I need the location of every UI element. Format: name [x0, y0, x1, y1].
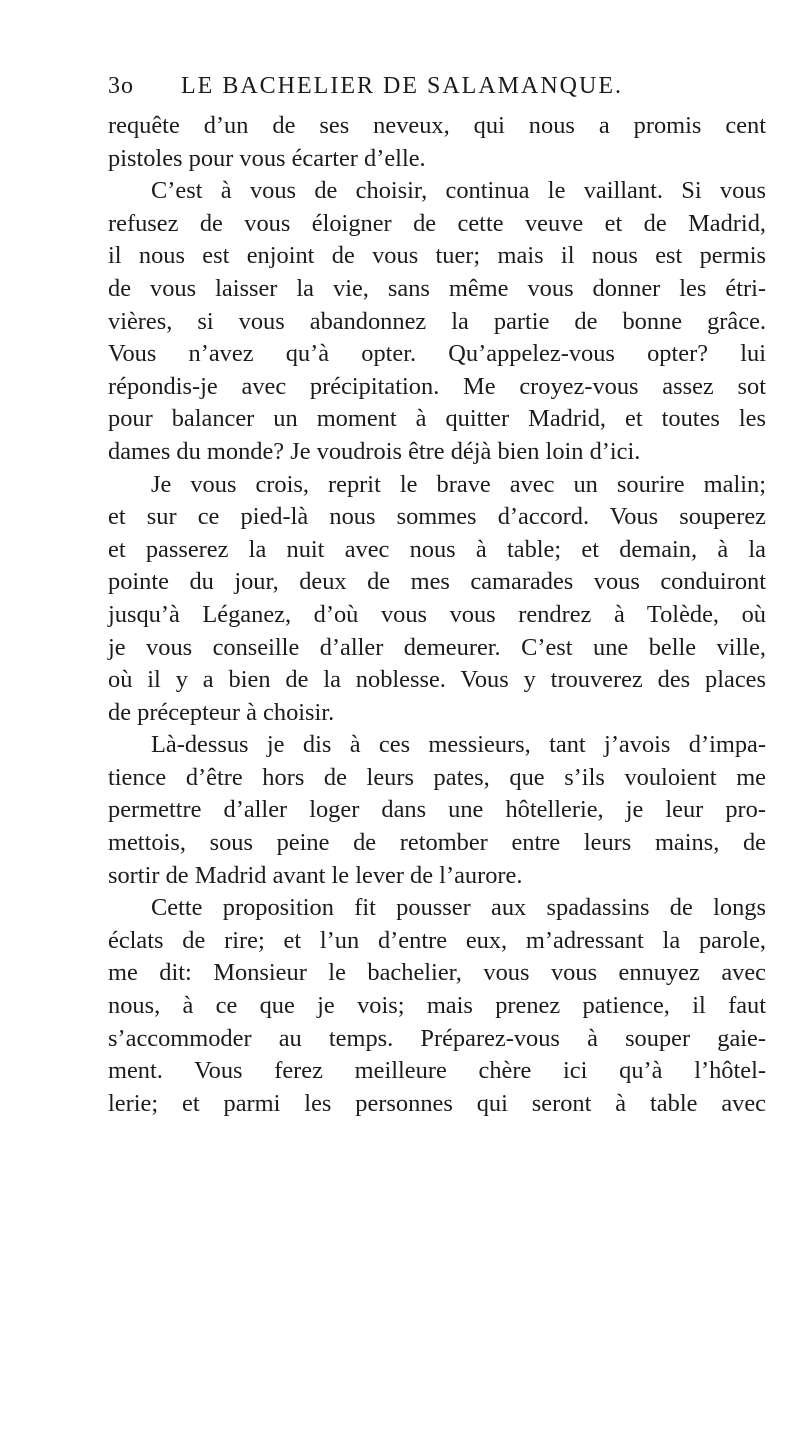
text-line: vières, si vous abandonnez la partie de bonne grâce. [108, 307, 766, 335]
text-line: de vous laisser la vie, sans même vous donner les étri- [108, 274, 766, 302]
text-line: lerie; et parmi les personnes qui seront à table avec [108, 1089, 766, 1117]
text-line: dames du monde? Je voudrois être déjà bien loin d’ici. [108, 437, 641, 465]
text-line: il nous est enjoint de vous tuer; mais il nous est permis [108, 242, 766, 270]
text-line: ment. Vous ferez meilleure chère ici qu’à l’hôtel- [108, 1057, 766, 1085]
body-text [108, 110, 766, 1120]
text-line: Vous n’avez qu’à opter. Qu’appelez-vous opter? lui [108, 340, 766, 368]
text-line: sortir de Madrid avant le lever de l’aurore. [108, 861, 523, 889]
text-line: éclats de rire; et l’un d’entre eux, m’adressant la parole, [108, 926, 766, 954]
text-line: permettre d’aller loger dans une hôtellerie, je leur pro- [108, 796, 766, 824]
text-line: Cette proposition fit pousser aux spadassins de longs [151, 894, 766, 922]
text-line: et passerez la nuit avec nous à table; et demain, à la [108, 535, 766, 563]
text-line: Là-dessus je dis à ces messieurs, tant j’avois d’impa- [151, 731, 766, 759]
text-line: où il y a bien de la noblesse. Vous y trouverez des places [108, 666, 766, 694]
text-line: répondis-je avec précipitation. Me croyez-vous assez sot [108, 372, 766, 400]
text-line: refusez de vous éloigner de cette veuve et de Madrid, [108, 209, 766, 237]
text-line: nous, à ce que je vois; mais prenez patience, il faut [108, 992, 766, 1020]
text-line: Je vous crois, reprit le brave avec un sourire malin; [151, 470, 766, 498]
text-line: requête d’un de ses neveux, qui nous a promis cent [108, 112, 766, 139]
text-line: je vous conseille d’aller demeurer. C’est une belle ville, [108, 633, 766, 661]
text-line: s’accommoder au temps. Préparez-vous à souper gaie- [108, 1024, 766, 1052]
text-line: C’est à vous de choisir, continua le vaillant. Si vous [151, 177, 766, 205]
text-line: pointe du jour, deux de mes camarades vous conduiront [108, 568, 766, 596]
text-line: jusqu’à Léganez, d’où vous vous rendrez à Tolède, où [108, 600, 766, 628]
text-line: pour balancer un moment à quitter Madrid, et toutes les [108, 405, 766, 433]
text-line: me dit: Monsieur le bachelier, vous vous ennuyez avec [108, 959, 766, 987]
page-header [108, 73, 668, 103]
page-number: 3o [108, 73, 134, 99]
text-line: mettois, sous peine de retomber entre leurs mains, de [108, 829, 766, 857]
text-line: pistoles pour vous écarter d’elle. [108, 144, 426, 172]
text-line: et sur ce pied-là nous sommes d’accord. Vous souperez [108, 503, 766, 531]
text-line: tience d’être hors de leurs pates, que s’ils vouloient me [108, 763, 766, 791]
running-title: LE BACHELIER DE SALAMANQUE. [181, 73, 623, 99]
text-line: de précepteur à choisir. [108, 698, 335, 726]
